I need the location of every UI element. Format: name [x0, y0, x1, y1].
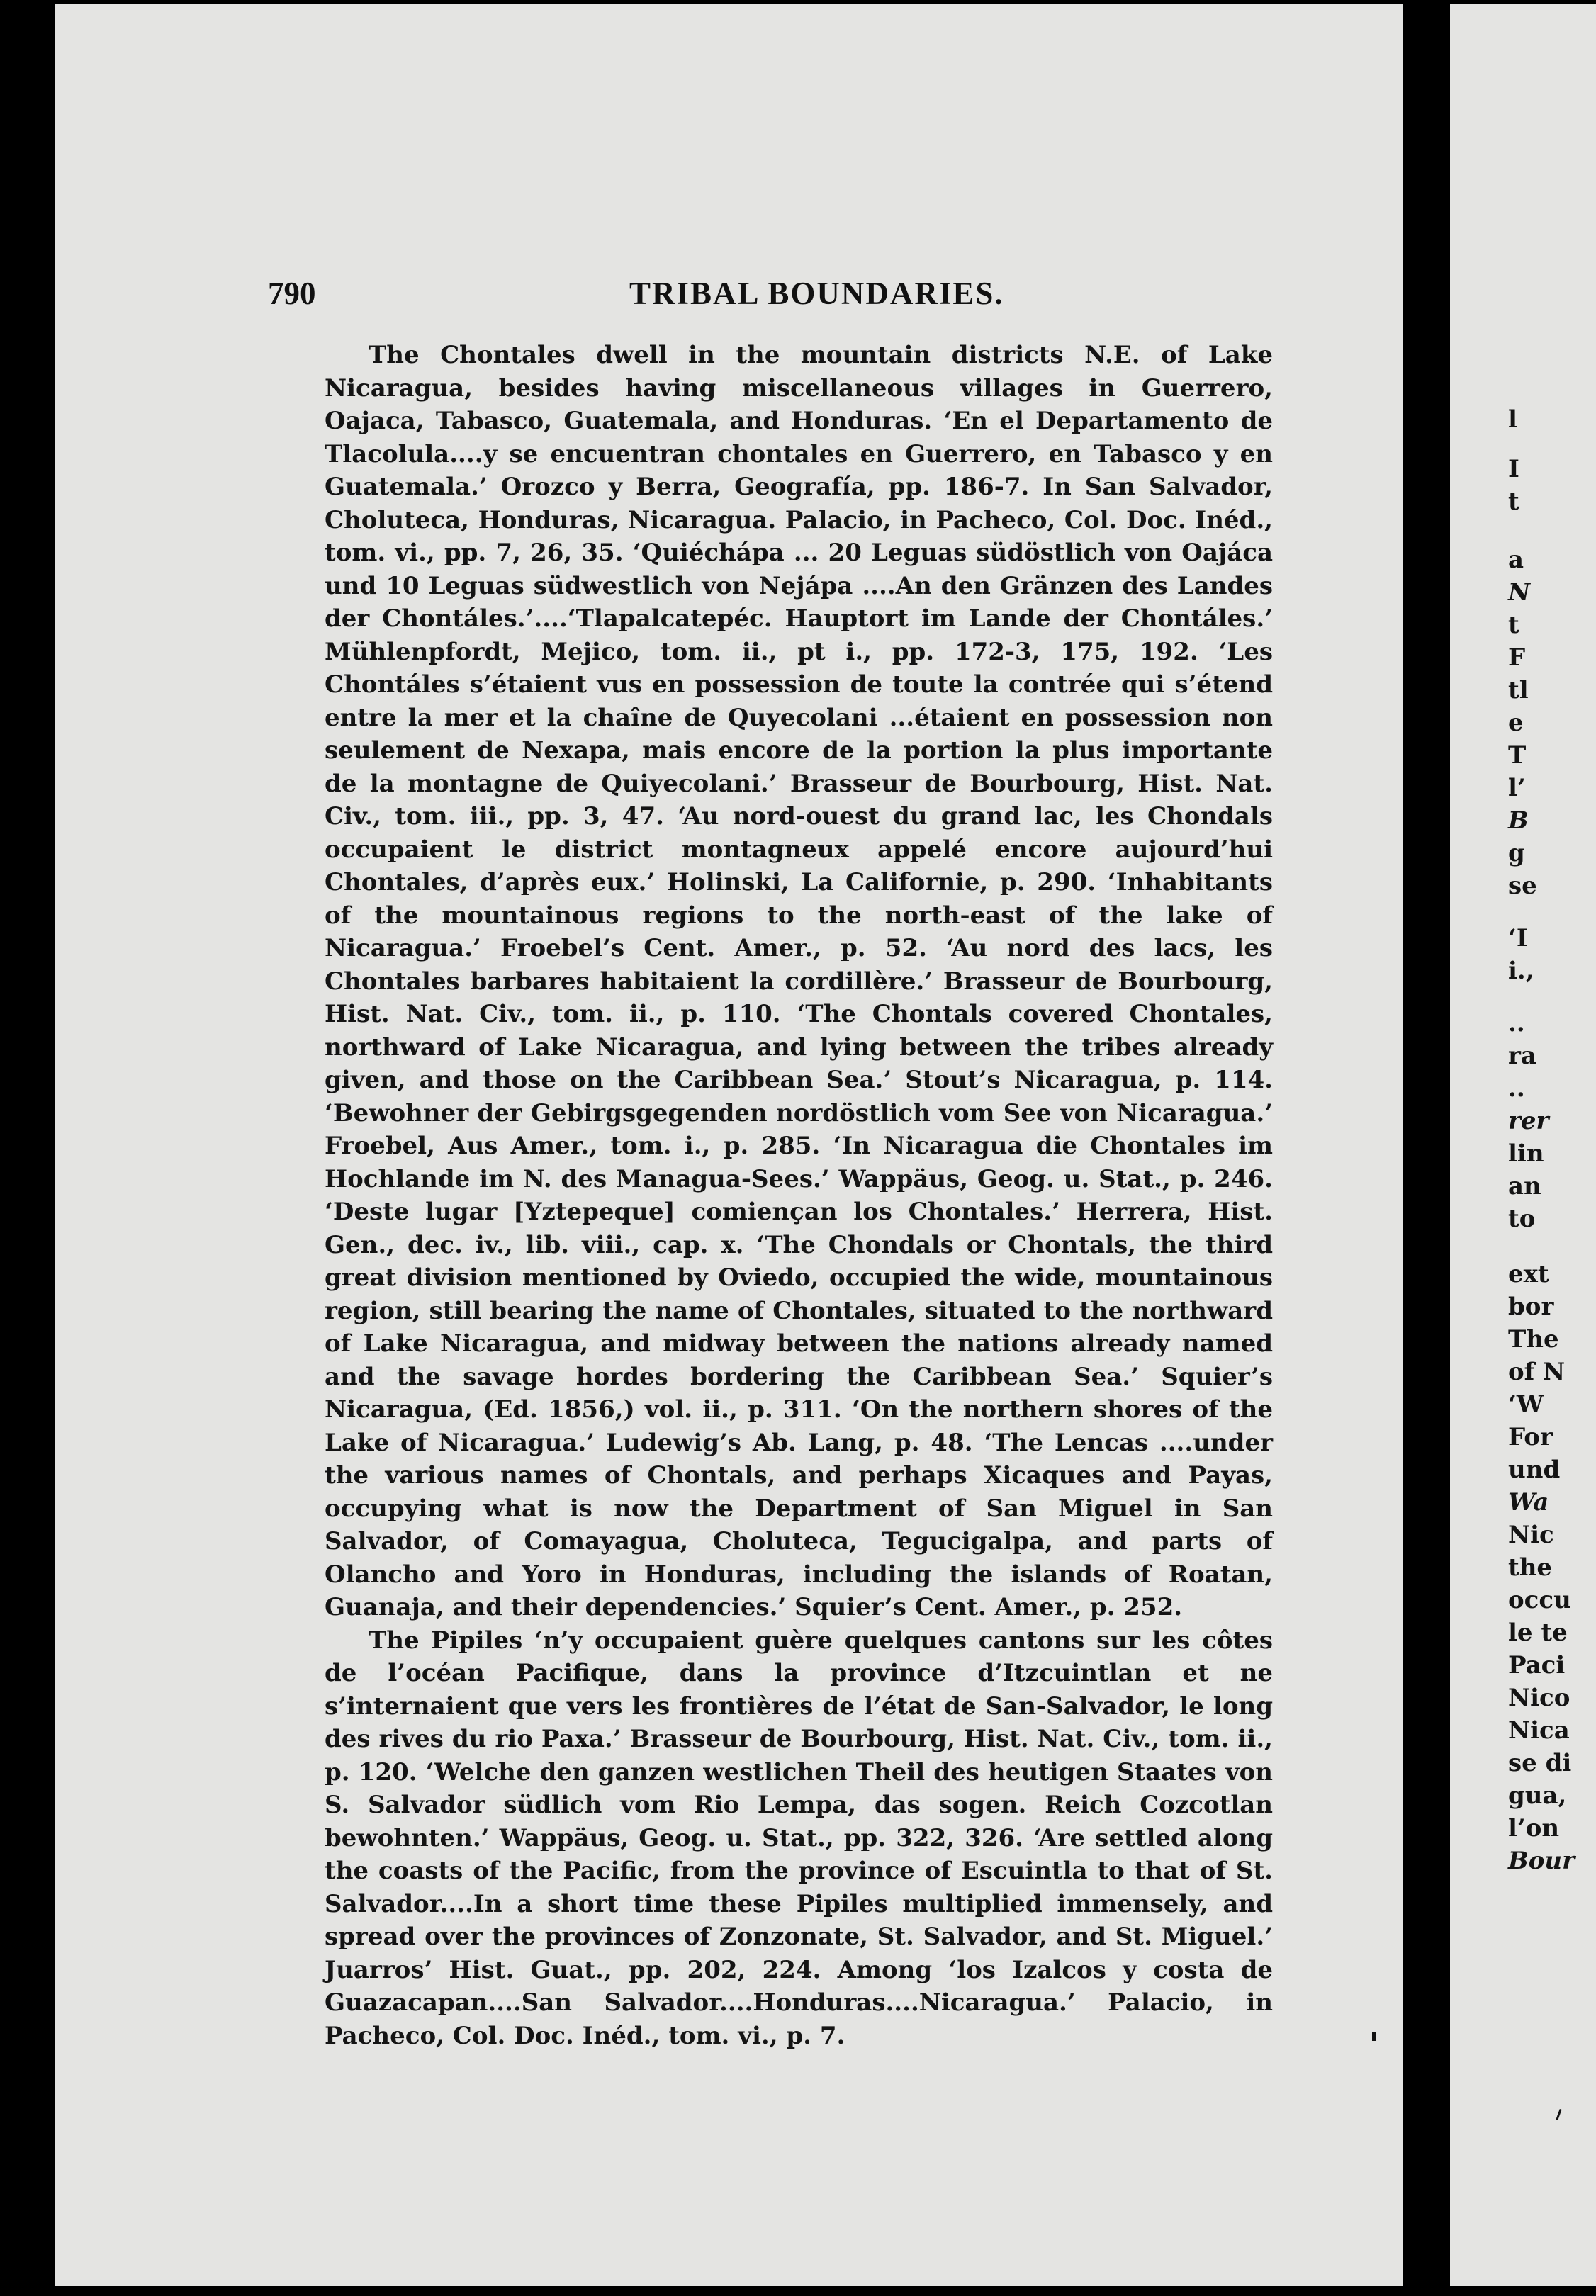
page-number: 790: [268, 276, 316, 311]
adjacent-line-fragment: ‘I: [1508, 924, 1528, 952]
adjacent-line-fragment: g: [1508, 839, 1525, 867]
adjacent-line-fragment: a: [1508, 546, 1524, 574]
adjacent-line-fragment: N: [1508, 578, 1531, 607]
adjacent-line-fragment: Paci: [1508, 1651, 1566, 1679]
adjacent-line-fragment: ext: [1508, 1260, 1549, 1288]
adjacent-line-fragment: to: [1508, 1205, 1536, 1233]
adjacent-line-fragment: gua,: [1508, 1782, 1567, 1810]
adjacent-line-fragment: se di: [1508, 1749, 1572, 1777]
adjacent-line-fragment: an: [1508, 1172, 1541, 1200]
adjacent-line-fragment: t: [1508, 611, 1519, 639]
adjacent-line-fragment: lin: [1508, 1139, 1544, 1168]
adjacent-line-fragment: le te: [1508, 1619, 1568, 1647]
adjacent-line-fragment: tl: [1508, 676, 1529, 704]
adjacent-line-fragment: und: [1508, 1456, 1561, 1484]
adjacent-line-fragment: occu: [1508, 1586, 1571, 1614]
adjacent-line-fragment: ..: [1508, 1074, 1525, 1103]
adjacent-line-fragment: rer: [1508, 1107, 1549, 1135]
page-header: [268, 275, 1281, 317]
adjacent-line-fragment: Nico: [1508, 1684, 1570, 1712]
adjacent-line-fragment: l: [1508, 405, 1517, 434]
paragraph-pipiles: The Pipiles ‘n’y occupaient guère quelques cantons sur les côtes de l’océan Pacifique, dans la province d’Itzcuintlan et ne s’internaient que vers les frontières de l’état de San-Salvador, le long des rives du rio Paxa.’ Brasseur de Bourbourg, Hist. Nat. Civ., tom. ii., p. 120. ‘Welche den ganzen westlichen Theil des heutigen Staates von S. Salvador südlich vom Rio Lempa, das sogen. Reich Cozcotlan bewohnten.’ Wappäus, Geog. u. Stat., pp. 322, 326. ‘Are settled along the coasts of the Pacific, from the province of Escuintla to that of St. Salvador....In a short time these Pipiles multiplied immensely, and spread over the provinces of Zonzonate, St. Salvador, and St. Miguel.’ Juarros’ Hist. Guat., pp. 202, 224. Among ‘los Izalcos y costa de Guazacapan....San Salvador....Honduras....Nicaragua.’ Palacio, in Pacheco, Col. Doc. Inéd., tom. vi., p. 7.: [325, 1626, 1273, 2050]
dust-speck: [1372, 2032, 1376, 2041]
adjacent-line-fragment: bor: [1508, 1293, 1554, 1321]
adjacent-line-fragment: F: [1508, 643, 1526, 672]
adjacent-line-fragment: B: [1508, 806, 1529, 835]
body-text: [325, 339, 1273, 2052]
adjacent-line-fragment: e: [1508, 709, 1524, 737]
adjacent-line-fragment: i.,: [1508, 957, 1534, 985]
adjacent-line-fragment: Bour: [1508, 1847, 1575, 1875]
running-head: TRIBAL BOUNDARIES.: [629, 276, 1004, 311]
adjacent-line-fragment: T: [1508, 741, 1527, 770]
adjacent-line-fragment: l’: [1508, 774, 1526, 802]
paragraph-chontales: The Chontales dwell in the mountain districts N.E. of Lake Nicaragua, besides having miscellaneous villages in Guerrero, Oajaca, Tabasco, Guatemala, and Honduras. ‘En el Departamento de Tlacolula....y se encuentran chontales en Guerrero, en Tabasco y en Guatemala.’ Orozco y Berra, Geografía, pp. 186-7. In San Salvador, Choluteca, Honduras, Nicaragua. Palacio, in Pacheco, Col. Doc. Inéd., tom. vi., pp. 7, 26, 35. ‘Quiéchápa ... 20 Leguas südöstlich von Oajáca und 10 Leguas südwestlich von Nejápa ....An den Gränzen des Landes der Chontáles.’....‘Tlapalcatepéc. Hauptort im Lande der Chontáles.’ Mühlenpfordt, Mejico, tom. ii., pt i., pp. 172-3, 175, 192. ‘Les Chontáles s’étaient vus en possession de toute la contrée qui s’étend entre la mer et la chaîne de Quyecolani ...étaient en possession non seulement de Nexapa, mais encore de la portion la plus importante de la montagne de Quiyecolani.’ Brasseur de Bourbourg, Hist. Nat. Civ., tom. iii., pp. 3, 47. ‘Au nord-ouest du grand lac, les Chondals occupaient le district montagneux appelé encore aujourd’hui Chontales, d’après eux.’ Holinski, La Californie, p. 290. ‘Inhabitants of the mountainous regions to the north-east of the lake of Nicaragua.’ Froebel’s Cent. Amer., p. 52. ‘Au nord des lacs, les Chontales barbares habitaient la cordillère.’ Brasseur de Bourbourg, Hist. Nat. Civ., tom. ii., p. 110. ‘The Chontals covered Chontales, northward of Lake Nicaragua, and lying between the tribes already given, and those on the Caribbean Sea.’ Stout’s Nicaragua, p. 114. ‘Bewohner der Gebirgsgegenden nordöstlich vom See von Nicaragua.’ Froebel, Aus Amer., tom. i., p. 285. ‘In Nicaragua die Chontales im Hochlande im N. des Managua-Sees.’ Wappäus, Geog. u. Stat., p. 246. ‘Deste lugar [Yztepeque] comiençan los Chontales.’ Herrera, Hist. Gen., dec. iv., lib. viii., cap. x. ‘The Chondals or Chontals, the third great division mentioned by Oviedo, occupied the wide, mountainous region, still bearing the name of Chontales, situated to the northward of Lake Nicaragua, and midway between the nations already named and the savage hordes bordering the Caribbean Sea.’ Squier’s Nicaragua, (Ed. 1856,) vol. ii., p. 311. ‘On the northern shores of the Lake of Nicaragua.’ Ludewig’s Ab. Lang, p. 48. ‘The Lencas ....under the various names of Chontals, and perhaps Xicaques and Payas, occupying what is now the Department of San Miguel in San Salvador, of Comayagua, Choluteca, Tegucigalpa, and parts of Olancho and Yoro in Honduras, including the islands of Roatan, Guanaja, and their dependencies.’ Squier’s Cent. Amer., p. 252.: [325, 341, 1273, 1621]
adjacent-line-fragment: Nic: [1508, 1521, 1554, 1549]
adjacent-line-fragment: Wa: [1508, 1488, 1549, 1516]
adjacent-line-fragment: The: [1508, 1325, 1559, 1354]
adjacent-line-fragment: For: [1508, 1423, 1553, 1451]
adjacent-line-fragment: ..: [1508, 1009, 1525, 1037]
adjacent-line-fragment: se: [1508, 872, 1537, 900]
adjacent-line-fragment: t: [1508, 488, 1519, 516]
adjacent-line-fragment: ra: [1508, 1042, 1536, 1070]
adjacent-line-fragment: Nica: [1508, 1716, 1570, 1745]
adjacent-line-fragment: the: [1508, 1553, 1553, 1582]
adjacent-line-fragment: l’on: [1508, 1814, 1560, 1842]
adjacent-line-fragment: I: [1508, 455, 1519, 483]
adjacent-line-fragment: ‘W: [1508, 1390, 1544, 1419]
adjacent-line-fragment: of N: [1508, 1358, 1566, 1386]
